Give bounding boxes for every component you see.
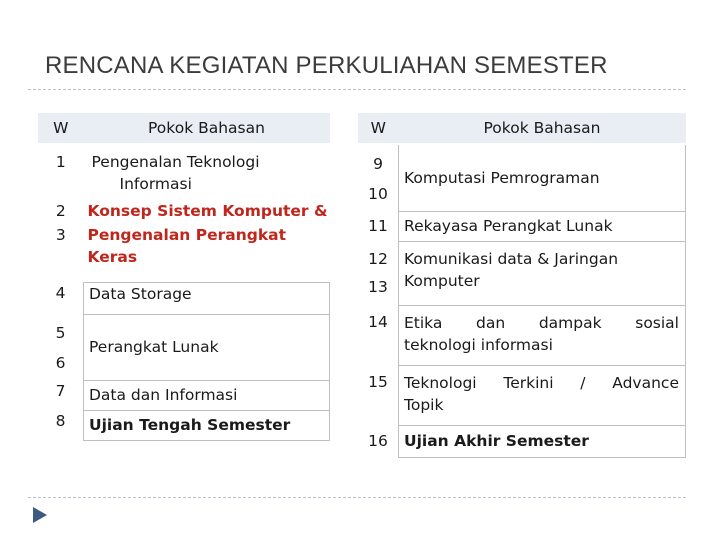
table-row bbox=[38, 224, 330, 282]
week-number: 13 bbox=[368, 278, 388, 296]
topic-text: teknologi informasi bbox=[404, 335, 553, 354]
topic-text: Pengenalan Perangkat bbox=[87, 226, 286, 244]
week-number: 9 bbox=[373, 155, 383, 173]
column-header-week: W bbox=[358, 113, 399, 144]
table-row bbox=[38, 200, 330, 224]
week-number: 3 bbox=[55, 226, 66, 244]
week-number: 10 bbox=[368, 185, 388, 203]
topic-cell bbox=[399, 305, 686, 365]
topic-cell bbox=[399, 241, 686, 305]
topic-text: Keras bbox=[87, 248, 138, 266]
topic-text: Ujian Akhir Semester bbox=[399, 425, 686, 457]
topic-text: Konsep Sistem Komputer & bbox=[84, 200, 330, 224]
week-number: 11 bbox=[368, 217, 388, 235]
topic-text: Ujian Tengah Semester bbox=[84, 410, 330, 440]
topic-text: Teknologi Terkini / Advance bbox=[404, 373, 679, 392]
table-row bbox=[38, 144, 330, 200]
slide-bullet-icon bbox=[33, 507, 47, 523]
column-header-topic: Pokok Bahasan bbox=[399, 113, 686, 144]
topic-text: Data Storage bbox=[84, 282, 330, 314]
table-row bbox=[38, 410, 330, 440]
schedule-table-right bbox=[358, 113, 686, 458]
topic-text: Pengenalan Teknologi bbox=[91, 153, 260, 171]
table-header-row bbox=[38, 113, 330, 144]
week-number bbox=[358, 144, 399, 211]
topic-text: Komunikasi data & Jaringan bbox=[404, 249, 619, 268]
topic-text: Perangkat Lunak bbox=[84, 314, 330, 380]
schedule-table-left bbox=[38, 113, 330, 441]
topic-text: Komputasi Pemrograman bbox=[399, 144, 686, 211]
week-number: 6 bbox=[55, 354, 66, 372]
week-number: 1 bbox=[55, 153, 66, 171]
week-number: 15 bbox=[368, 373, 388, 391]
week-number: 5 bbox=[55, 324, 66, 342]
week-number: 8 bbox=[55, 412, 66, 430]
week-number: 4 bbox=[55, 284, 66, 302]
week-number: 12 bbox=[368, 250, 388, 268]
table-row bbox=[358, 241, 686, 305]
footer-divider bbox=[28, 497, 686, 498]
topic-cell bbox=[84, 224, 330, 282]
table-row bbox=[358, 305, 686, 365]
table-row bbox=[38, 380, 330, 410]
table-row bbox=[38, 314, 330, 380]
topic-text: Topik bbox=[404, 395, 444, 414]
topic-text: Data dan Informasi bbox=[84, 380, 330, 410]
topic-text: Rekayasa Perangkat Lunak bbox=[399, 211, 686, 241]
table-row bbox=[38, 282, 330, 314]
table-header-row bbox=[358, 113, 686, 144]
topic-text: Informasi bbox=[119, 175, 192, 193]
week-number bbox=[358, 241, 399, 305]
column-header-week: W bbox=[38, 113, 84, 144]
column-header-topic: Pokok Bahasan bbox=[84, 113, 330, 144]
topic-text: Etika dan dampak sosial bbox=[404, 313, 679, 332]
week-number bbox=[38, 314, 84, 380]
topic-cell bbox=[399, 365, 686, 425]
table-row bbox=[358, 425, 686, 457]
table-row bbox=[358, 211, 686, 241]
table-row bbox=[358, 144, 686, 211]
table-row bbox=[358, 365, 686, 425]
title-divider bbox=[28, 89, 686, 90]
week-number: 14 bbox=[368, 313, 388, 331]
week-number: 2 bbox=[55, 202, 66, 220]
topic-text: Komputer bbox=[404, 271, 480, 290]
page-title: RENCANA KEGIATAN PERKULIAHAN SEMESTER bbox=[45, 52, 608, 79]
week-number: 7 bbox=[55, 382, 66, 400]
topic-cell bbox=[84, 144, 330, 200]
week-number: 16 bbox=[368, 432, 388, 450]
